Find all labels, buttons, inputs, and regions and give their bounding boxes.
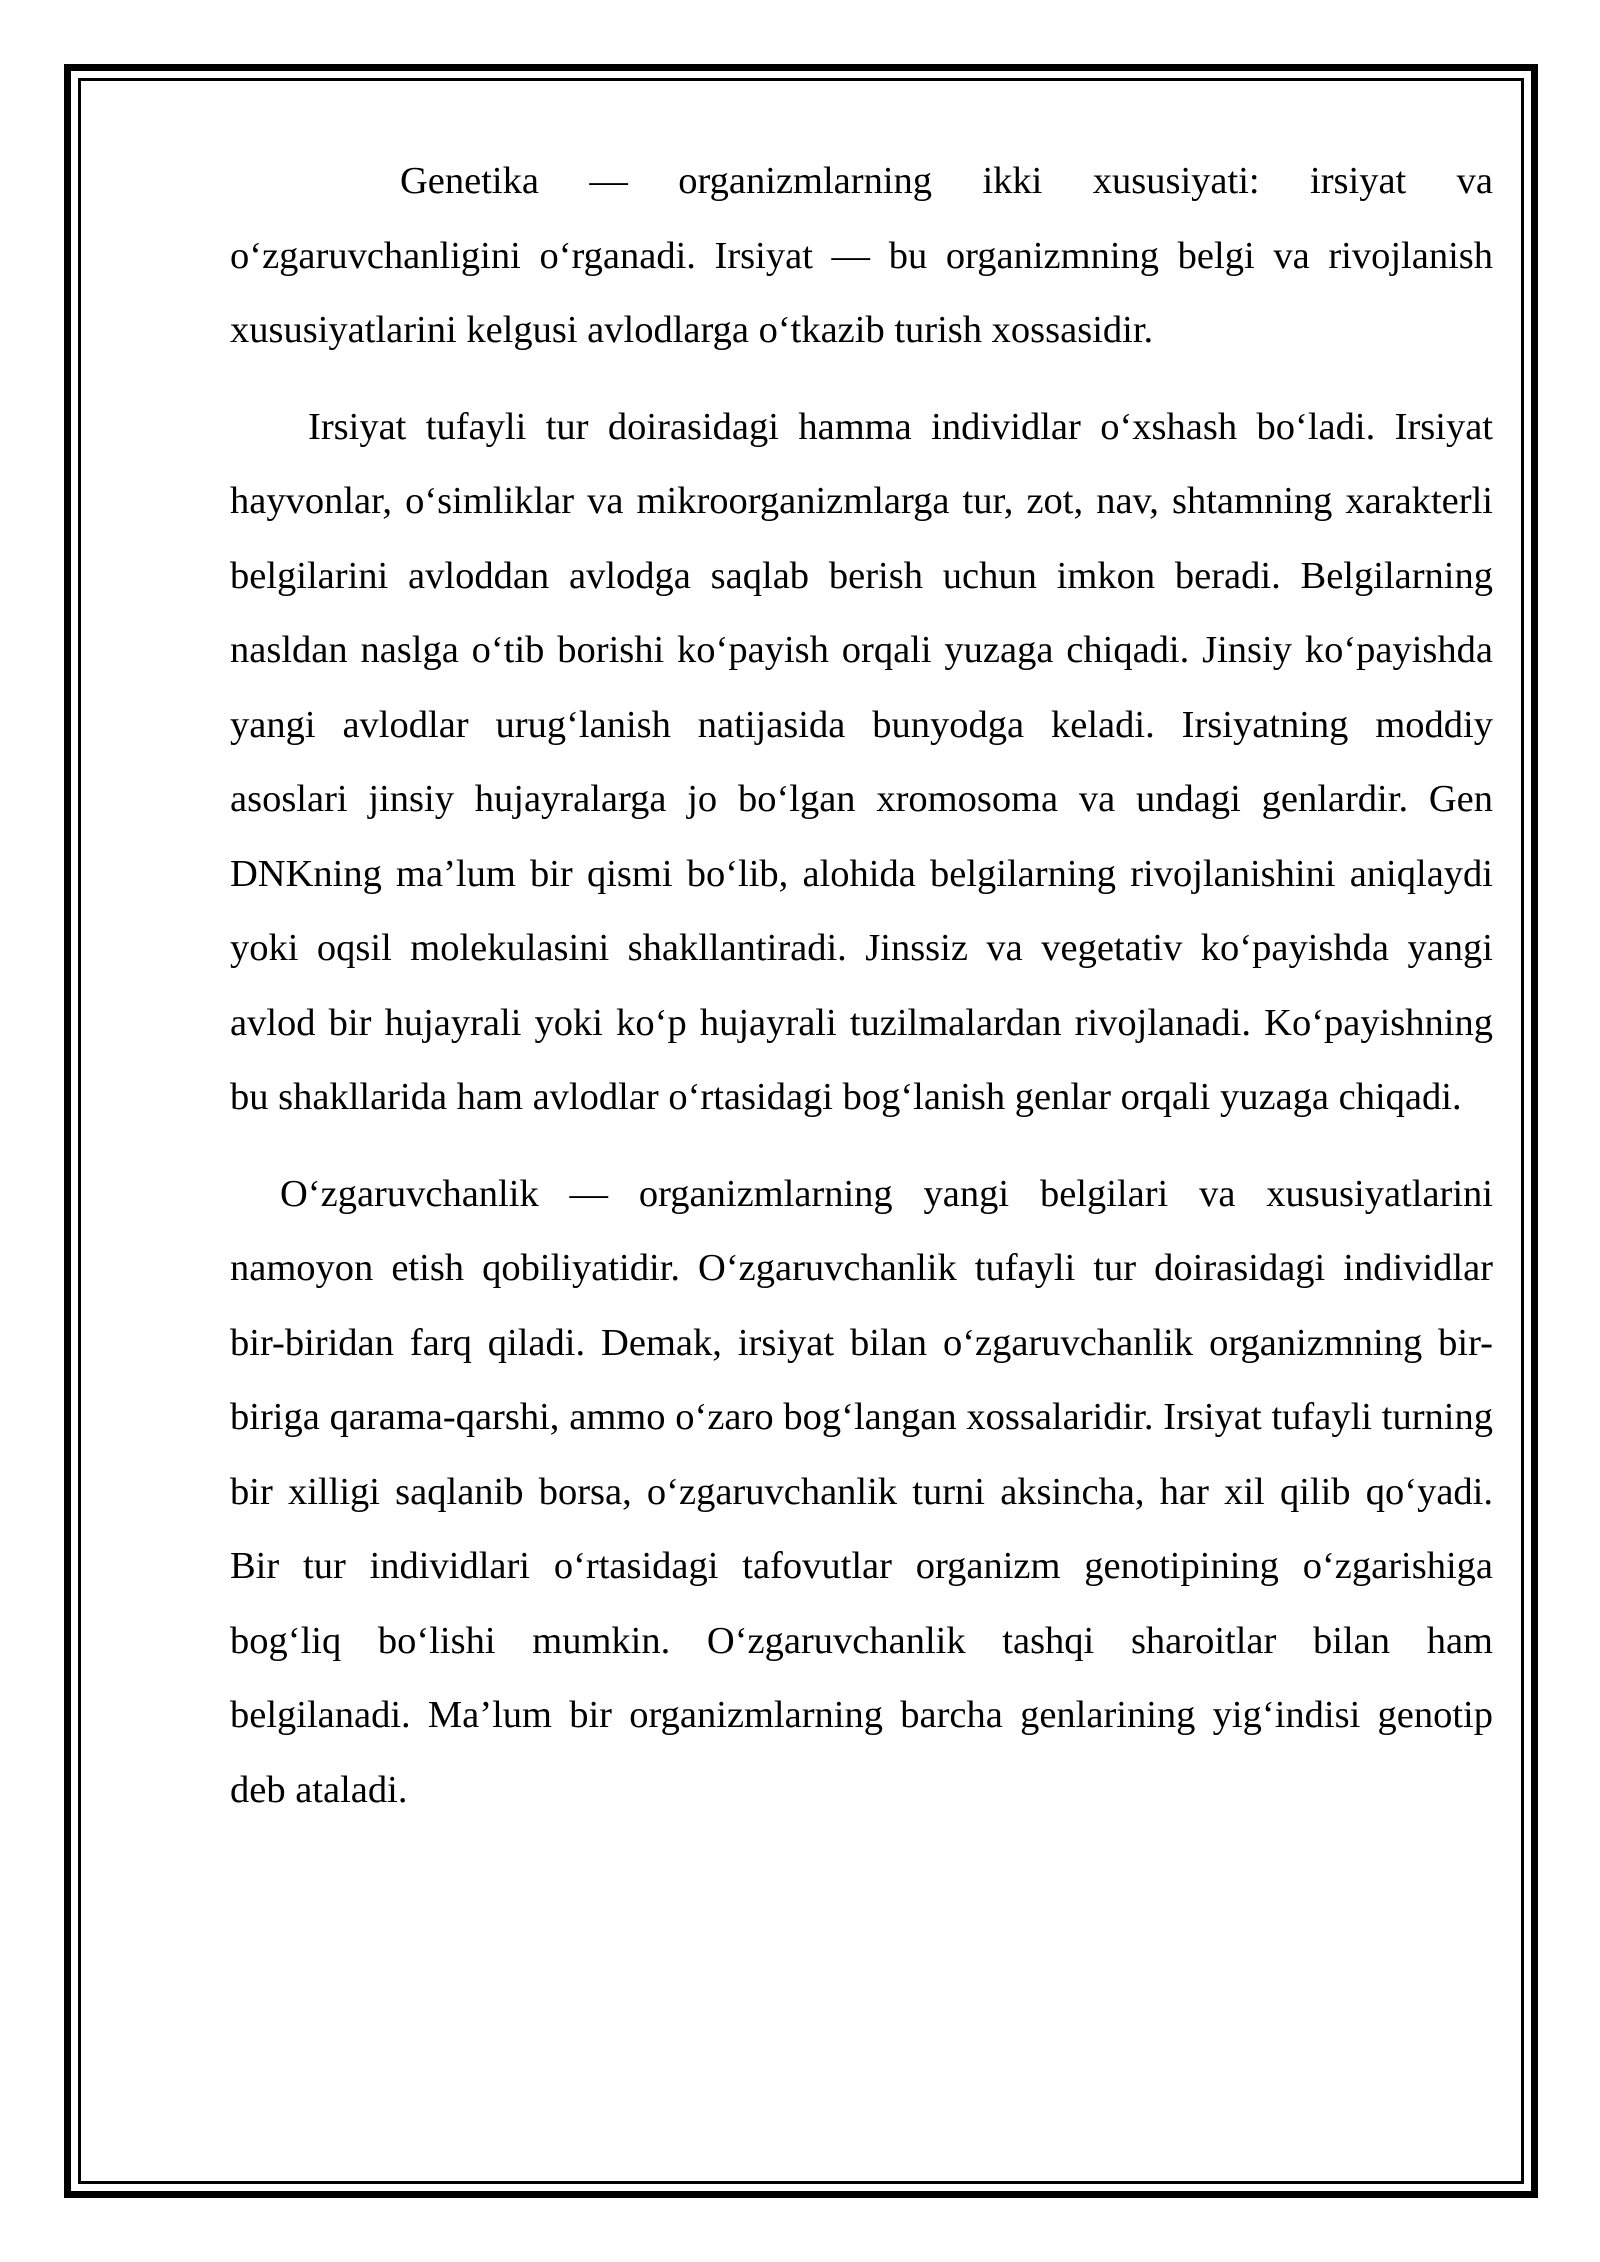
paragraph-irsiyat: Irsiyat tufayli tur doirasidagi hamma individlar o‘xshash bo‘ladi. Irsiyat hayvonlar, o‘simliklar va mikroorganizmlarga tur, zot, nav, shtamning xarakterli belgilarini avloddan avlodga saqlab berish uchun imkon beradi. Belgilarning nasldan naslga o‘tib borishi ko‘payish orqali yuzaga chiqadi. Jinsiy ko‘payishda yangi avlodlar urug‘lanish natijasida bunyodga keladi. Irsiyatning moddiy asoslari jinsiy hujayralarga jo bo‘lgan xromosoma va undagi genlardir. Gen DNKning ma’lum bir qismi bo‘lib, alohida belgilarning rivojlanishini aniqlaydi yoki oqsil molekulasini shakllantiradi. Jinssiz va vegetativ ko‘payishda yangi avlod bir hujayrali yoki ko‘p hujayrali tuzilmalardan rivojlanadi. Ko‘payishning bu shakllarida ham avlodlar o‘rtasidagi bog‘lanish genlar orqali yuzaga chiqadi.: [230, 405, 1493, 1118]
paragraph-ozgaruvchanlik: O‘zgaruvchanlik — organizmlarning yangi belgilari va xususiyatlarini namoyon etish qobiliyatidir. O‘zgaruvchanlik tufayli tur doirasidagi individlar bir-biridan farq qiladi. Demak, irsiyat bilan o‘zgaruvchanlik organizmning bir-biriga qarama-qarshi, ammo o‘zaro bog‘langan xossalaridir. Irsiyat tufayli turning bir xilligi saqlanib borsa, o‘zgaruvchanlik turni aksincha, har xil qilib qo‘yadi. Bir tur individlari o‘rtasidagi tafovutlar organizm genotipining o‘zgarishiga bog‘liq bo‘lishi mumkin. O‘zgaruvchanlik tashqi sharoitlar bilan ham belgilanadi. Ma’lum bir organizmlarning barcha genlarining yig‘indisi genotip deb ataladi.: [230, 1172, 1493, 1811]
document-body: [230, 144, 1493, 1827]
paragraph-genetika: Genetika — organizmlarning ikki xususiyati: irsiyat va o‘zgaruvchanligini o‘rganadi. Irsiyat — bu organizmning belgi va rivojlanish xususiyatlarini kelgusi avlodlarga o‘tkazib turish xossasidir.: [230, 160, 1493, 351]
